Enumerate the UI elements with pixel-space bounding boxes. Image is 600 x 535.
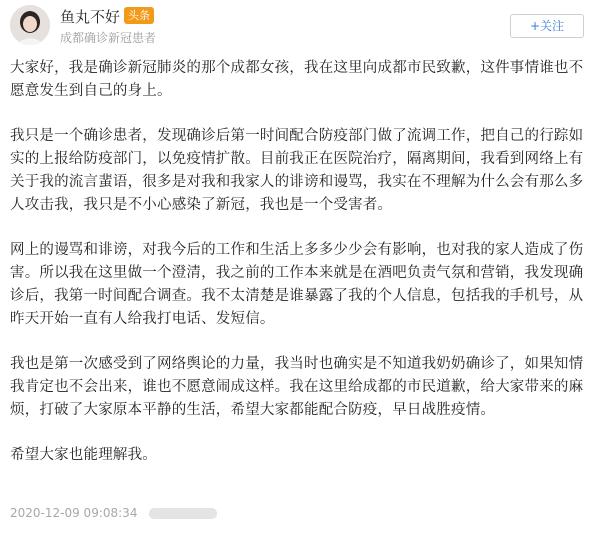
author-name[interactable]: 鱼丸不好 <box>60 8 121 26</box>
post-content <box>10 57 594 489</box>
follow-button[interactable]: +关注 <box>510 14 584 38</box>
avatar-image <box>10 5 50 45</box>
post-meta <box>10 506 217 520</box>
blurred-source <box>149 508 217 519</box>
paragraph: 网上的谩骂和诽谤，对我今后的工作和生活上多多少少会有影响，也对我的家人造成了伤害。所以我在这里做一个澄清，我之前的工作本来就是在酒吧负责气氛和营销，我发现确诊后，我第一时间配合调查。我不太清楚是谁暴露了我的个人信息，包括我的手机号，从昨天开始一直有人给我打电话、发短信。 <box>10 242 584 327</box>
paragraph: 我只是一个确诊患者，发现确诊后第一时间配合防疫部门做了流调工作，把自己的行踪如实的上报给防疫部门，以免疫情扩散。目前我正在医院治疗，隔离期间，我看到网络上有关于我的流言蜚语，很多是对我和我家人的诽谤和谩骂，我实在不理解为什么会有那么多人攻击我，我只是不小心感染了新冠，我也是一个受害者。 <box>10 128 584 213</box>
avatar[interactable] <box>10 5 50 45</box>
post-header <box>0 0 600 52</box>
paragraph: 我也是第一次感受到了网络舆论的力量，我当时也确实是不知道我奶奶确诊了，如果知情我肯定也不会出来，谁也不愿意闹成这样。我在这里给成都的市民道歉，给大家带来的麻烦，打破了大家原本平静的生活，希望大家都能配合防疫，早日战胜疫情。 <box>10 356 584 418</box>
paragraph: 希望大家也能理解我。 <box>10 447 157 463</box>
post-timestamp: 2020-12-09 09:08:34 <box>10 506 138 520</box>
paragraph: 大家好，我是确诊新冠肺炎的那个成都女孩，我在这里向成都市民致歉，这件事情谁也不愿意发生到自己的身上。 <box>10 60 584 99</box>
author-description: 成都确诊新冠患者 <box>60 31 157 45</box>
headline-badge: 头条 <box>124 7 154 24</box>
